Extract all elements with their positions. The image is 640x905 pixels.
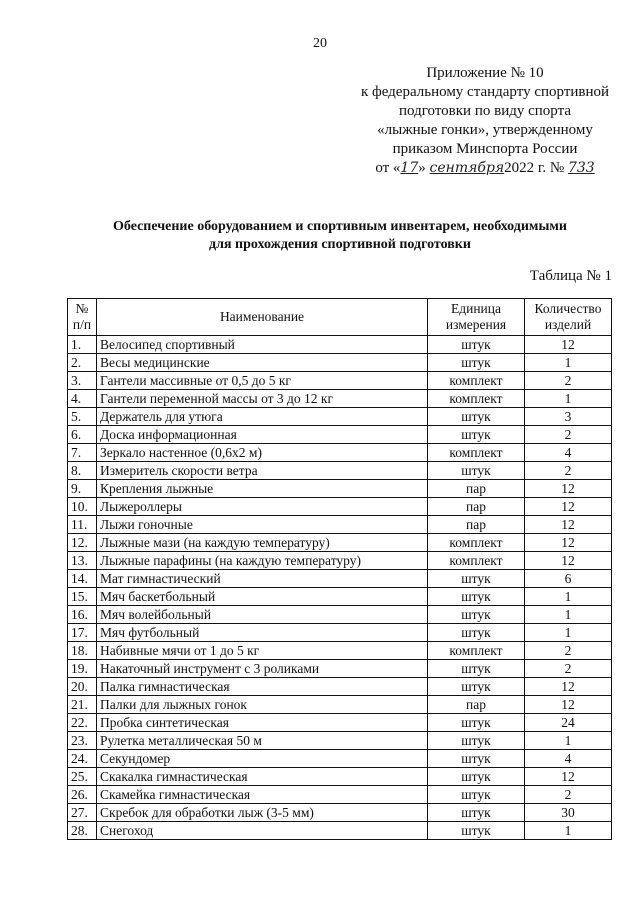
table-row [68, 714, 612, 732]
cell-num: 22. [68, 714, 97, 732]
cell-unit: штук [428, 408, 525, 426]
appendix-line-3: подготовки по виду спорта [399, 103, 571, 119]
table-row [68, 570, 612, 588]
cell-num: 24. [68, 750, 97, 768]
cell-name: Палка гимнастическая [97, 678, 428, 696]
cell-num: 12. [68, 534, 97, 552]
cell-qty: 6 [525, 570, 612, 588]
table-row [68, 768, 612, 786]
cell-name: Зеркало настенное (0,6х2 м) [97, 444, 428, 462]
cell-unit: штук [428, 732, 525, 750]
cell-qty: 4 [525, 750, 612, 768]
cell-num: 20. [68, 678, 97, 696]
table-row [68, 426, 612, 444]
table-row [68, 786, 612, 804]
equipment-table [67, 298, 612, 840]
cell-num: 1. [68, 336, 97, 354]
page-number: 20 [313, 36, 327, 51]
cell-num: 2. [68, 354, 97, 372]
cell-qty: 2 [525, 786, 612, 804]
cell-qty: 12 [525, 516, 612, 534]
cell-num: 7. [68, 444, 97, 462]
cell-num: 6. [68, 426, 97, 444]
cell-unit: штук [428, 462, 525, 480]
date-month: сентября [429, 160, 505, 176]
cell-num: 18. [68, 642, 97, 660]
table-row [68, 552, 612, 570]
cell-unit: комплект [428, 534, 525, 552]
table-row [68, 804, 612, 822]
header-unit: Единица измерения [428, 299, 525, 336]
table-row [68, 588, 612, 606]
cell-qty: 1 [525, 588, 612, 606]
cell-qty: 1 [525, 390, 612, 408]
cell-unit: штук [428, 606, 525, 624]
cell-num: 27. [68, 804, 97, 822]
cell-num: 26. [68, 786, 97, 804]
table-row [68, 678, 612, 696]
cell-num: 3. [68, 372, 97, 390]
cell-unit: штук [428, 336, 525, 354]
appendix-block [340, 64, 630, 178]
cell-num: 16. [68, 606, 97, 624]
cell-num: 9. [68, 480, 97, 498]
cell-qty: 1 [525, 354, 612, 372]
cell-qty: 4 [525, 444, 612, 462]
cell-qty: 12 [525, 534, 612, 552]
cell-unit: штук [428, 750, 525, 768]
cell-num: 23. [68, 732, 97, 750]
header-qty: Количество изделий [525, 299, 612, 336]
cell-qty: 2 [525, 462, 612, 480]
cell-num: 19. [68, 660, 97, 678]
table-header-row [68, 299, 612, 336]
cell-qty: 30 [525, 804, 612, 822]
cell-unit: пар [428, 696, 525, 714]
cell-num: 13. [68, 552, 97, 570]
title-line-2: для прохождения спортивной подготовки [209, 237, 471, 252]
cell-name: Измеритель скорости ветра [97, 462, 428, 480]
cell-name: Скребок для обработки лыж (3-5 мм) [97, 804, 428, 822]
cell-name: Лыжи гоночные [97, 516, 428, 534]
table-row [68, 516, 612, 534]
cell-name: Лыжероллеры [97, 498, 428, 516]
cell-name: Секундомер [97, 750, 428, 768]
header-num: № п/п [68, 299, 97, 336]
cell-name: Пробка синтетическая [97, 714, 428, 732]
cell-name: Мяч баскетбольный [97, 588, 428, 606]
cell-name: Палки для лыжных гонок [97, 696, 428, 714]
cell-unit: штук [428, 714, 525, 732]
cell-unit: штук [428, 570, 525, 588]
cell-num: 14. [68, 570, 97, 588]
table-row [68, 354, 612, 372]
cell-qty: 1 [525, 624, 612, 642]
cell-qty: 24 [525, 714, 612, 732]
cell-name: Крепления лыжные [97, 480, 428, 498]
cell-num: 21. [68, 696, 97, 714]
cell-unit: комплект [428, 372, 525, 390]
cell-unit: пар [428, 516, 525, 534]
table-row [68, 660, 612, 678]
table-row [68, 480, 612, 498]
cell-qty: 12 [525, 768, 612, 786]
cell-unit: штук [428, 660, 525, 678]
cell-qty: 2 [525, 642, 612, 660]
table-row [68, 444, 612, 462]
table-row [68, 408, 612, 426]
cell-num: 11. [68, 516, 97, 534]
table-row [68, 534, 612, 552]
cell-unit: пар [428, 498, 525, 516]
cell-name: Гантели массивные от 0,5 до 5 кг [97, 372, 428, 390]
cell-unit: штук [428, 768, 525, 786]
appendix-line-2: к федеральному стандарту спортивной [360, 84, 610, 100]
order-number: 733 [567, 160, 595, 176]
cell-num: 25. [68, 768, 97, 786]
cell-qty: 2 [525, 372, 612, 390]
appendix-line-4: «лыжные гонки», утвержденному [377, 122, 593, 138]
cell-qty: 12 [525, 552, 612, 570]
cell-name: Снегоход [97, 822, 428, 840]
table-row [68, 624, 612, 642]
cell-name: Доска информационная [97, 426, 428, 444]
cell-name: Гантели переменной массы от 3 до 12 кг [97, 390, 428, 408]
table-row [68, 822, 612, 840]
table-row [68, 372, 612, 390]
cell-unit: штук [428, 426, 525, 444]
cell-name: Мат гимнастический [97, 570, 428, 588]
table-label: Таблица № 1 [529, 268, 612, 284]
title-line-1: Обеспечение оборудованием и спортивным инвентарем, необходимыми [113, 219, 567, 234]
date-prefix: от « [375, 160, 401, 176]
cell-qty: 12 [525, 678, 612, 696]
date-year: 2022 г. № [504, 160, 568, 176]
cell-num: 8. [68, 462, 97, 480]
date-day: 17 [400, 160, 419, 176]
cell-num: 28. [68, 822, 97, 840]
table-row [68, 696, 612, 714]
cell-name: Мяч волейбольный [97, 606, 428, 624]
cell-qty: 2 [525, 426, 612, 444]
cell-name: Скамейка гимнастическая [97, 786, 428, 804]
cell-qty: 12 [525, 696, 612, 714]
cell-unit: комплект [428, 390, 525, 408]
cell-unit: комплект [428, 552, 525, 570]
cell-qty: 3 [525, 408, 612, 426]
cell-qty: 1 [525, 732, 612, 750]
cell-num: 15. [68, 588, 97, 606]
cell-unit: штук [428, 678, 525, 696]
table-row [68, 462, 612, 480]
cell-qty: 12 [525, 480, 612, 498]
cell-name: Держатель для утюга [97, 408, 428, 426]
table-row [68, 498, 612, 516]
appendix-line-5: приказом Минспорта России [392, 141, 578, 157]
cell-qty: 12 [525, 336, 612, 354]
cell-name: Лыжные парафины (на каждую температуру) [97, 552, 428, 570]
cell-name: Мяч футбольный [97, 624, 428, 642]
table-row [68, 390, 612, 408]
cell-name: Велосипед спортивный [97, 336, 428, 354]
appendix-line-1: Приложение № 10 [426, 65, 544, 81]
date-mid: » [418, 160, 430, 176]
cell-name: Весы медицинские [97, 354, 428, 372]
table-body [68, 336, 612, 840]
cell-qty: 2 [525, 660, 612, 678]
cell-num: 5. [68, 408, 97, 426]
cell-unit: штук [428, 804, 525, 822]
order-date-line [340, 159, 630, 178]
cell-num: 17. [68, 624, 97, 642]
cell-unit: штук [428, 354, 525, 372]
table-row [68, 642, 612, 660]
cell-qty: 1 [525, 822, 612, 840]
cell-unit: штук [428, 624, 525, 642]
cell-qty: 12 [525, 498, 612, 516]
cell-name: Рулетка металлическая 50 м [97, 732, 428, 750]
cell-name: Набивные мячи от 1 до 5 кг [97, 642, 428, 660]
cell-unit: штук [428, 822, 525, 840]
cell-name: Лыжные мази (на каждую температуру) [97, 534, 428, 552]
cell-unit: комплект [428, 642, 525, 660]
cell-name: Скакалка гимнастическая [97, 768, 428, 786]
document-title [60, 218, 620, 254]
cell-num: 4. [68, 390, 97, 408]
header-name: Наименование [97, 299, 428, 336]
cell-unit: штук [428, 588, 525, 606]
cell-unit: комплект [428, 444, 525, 462]
table-row [68, 732, 612, 750]
cell-unit: штук [428, 786, 525, 804]
table-row [68, 750, 612, 768]
cell-unit: пар [428, 480, 525, 498]
cell-name: Накаточный инструмент с 3 роликами [97, 660, 428, 678]
table-row [68, 606, 612, 624]
cell-num: 10. [68, 498, 97, 516]
cell-qty: 1 [525, 606, 612, 624]
table-row [68, 336, 612, 354]
